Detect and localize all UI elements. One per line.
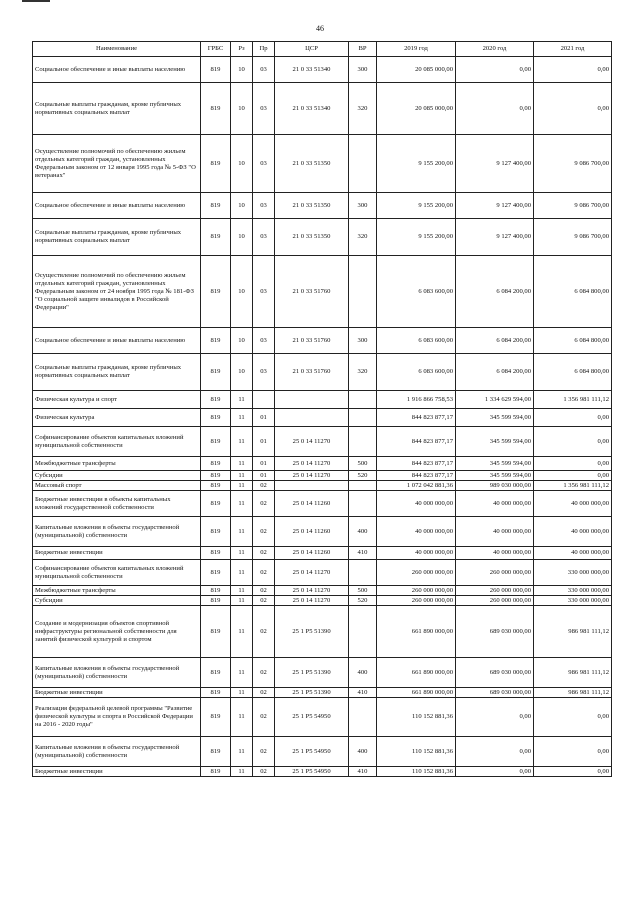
table-row — [33, 354, 612, 391]
cell-name: Реализация федеральной целевой программы "Развитие физической культуры и спорта в Российской Федерации на 2016 - 2020 годы" — [33, 698, 201, 737]
cell-y2019: 661 890 000,00 — [377, 606, 456, 658]
table-row — [33, 427, 612, 457]
cell-name: Массовый спорт — [33, 481, 201, 491]
cell-grbs: 819 — [201, 354, 231, 391]
cell-pr: 03 — [253, 256, 275, 328]
cell-grbs: 819 — [201, 409, 231, 427]
cell-y2020: 345 599 594,00 — [456, 409, 534, 427]
cell-csr: 21 0 33 51760 — [275, 256, 349, 328]
cell-y2021: 330 000 000,00 — [534, 586, 612, 596]
cell-y2021: 0,00 — [534, 57, 612, 83]
cell-y2019: 110 152 881,36 — [377, 698, 456, 737]
cell-grbs: 819 — [201, 547, 231, 560]
cell-pr: 03 — [253, 193, 275, 219]
cell-y2020: 989 030 000,00 — [456, 481, 534, 491]
cell-y2021: 330 000 000,00 — [534, 596, 612, 606]
cell-name: Капитальные вложения в объекты государственной (муниципальной) собственности — [33, 737, 201, 767]
cell-pr: 02 — [253, 737, 275, 767]
cell-y2019: 20 085 000,00 — [377, 83, 456, 135]
cell-y2019: 844 823 877,17 — [377, 457, 456, 471]
cell-vr — [349, 135, 377, 193]
cell-grbs: 819 — [201, 767, 231, 777]
cell-y2020: 689 030 000,00 — [456, 658, 534, 688]
table-row — [33, 328, 612, 354]
cell-csr: 25 0 14 11270 — [275, 586, 349, 596]
cell-y2020: 260 000 000,00 — [456, 586, 534, 596]
cell-name: Бюджетные инвестиции — [33, 767, 201, 777]
cell-y2021: 9 086 700,00 — [534, 135, 612, 193]
cell-name: Социальное обеспечение и иные выплаты населению — [33, 193, 201, 219]
cell-y2020: 6 084 200,00 — [456, 256, 534, 328]
cell-csr: 21 0 33 51340 — [275, 57, 349, 83]
cell-grbs: 819 — [201, 219, 231, 256]
cell-name: Осуществление полномочий по обеспечению жильем отдельных категорий граждан, установленных Федеральным законом от 24 ноября 1995 года № 181-ФЗ "О социальной защите инвалидов в Российской Федерации" — [33, 256, 201, 328]
cell-csr: 25 0 14 11270 — [275, 471, 349, 481]
cell-y2021: 0,00 — [534, 427, 612, 457]
cell-y2021: 40 000 000,00 — [534, 517, 612, 547]
table-row — [33, 193, 612, 219]
cell-pr: 03 — [253, 219, 275, 256]
cell-name: Капитальные вложения в объекты государственной (муниципальной) собственности — [33, 658, 201, 688]
col-header-rz: Рз — [231, 42, 253, 57]
cell-y2019: 844 823 877,17 — [377, 471, 456, 481]
cell-grbs: 819 — [201, 471, 231, 481]
cell-vr — [349, 391, 377, 409]
cell-y2020: 1 334 629 594,00 — [456, 391, 534, 409]
cell-vr — [349, 409, 377, 427]
cell-rz: 11 — [231, 767, 253, 777]
cell-y2020: 6 084 200,00 — [456, 354, 534, 391]
cell-name: Межбюджетные трансферты — [33, 586, 201, 596]
table-row — [33, 256, 612, 328]
cell-name: Социальные выплаты гражданам, кроме публичных нормативных социальных выплат — [33, 83, 201, 135]
cell-vr: 320 — [349, 354, 377, 391]
table-row — [33, 767, 612, 777]
cell-pr: 01 — [253, 457, 275, 471]
table-row — [33, 698, 612, 737]
cell-csr: 25 1 P5 51390 — [275, 606, 349, 658]
cell-y2021: 0,00 — [534, 767, 612, 777]
cell-y2021: 6 084 800,00 — [534, 256, 612, 328]
cell-y2021: 0,00 — [534, 409, 612, 427]
cell-rz: 11 — [231, 517, 253, 547]
cell-y2021: 6 084 800,00 — [534, 328, 612, 354]
cell-y2021: 9 086 700,00 — [534, 193, 612, 219]
table-row — [33, 596, 612, 606]
cell-vr: 500 — [349, 586, 377, 596]
cell-pr: 03 — [253, 328, 275, 354]
cell-vr — [349, 606, 377, 658]
cell-csr — [275, 409, 349, 427]
cell-y2020: 9 127 400,00 — [456, 193, 534, 219]
cell-rz: 10 — [231, 135, 253, 193]
cell-name: Бюджетные инвестиции — [33, 688, 201, 698]
cell-pr: 02 — [253, 481, 275, 491]
table-row — [33, 57, 612, 83]
cell-pr: 02 — [253, 698, 275, 737]
cell-y2021: 986 981 111,12 — [534, 606, 612, 658]
cell-y2021: 9 086 700,00 — [534, 219, 612, 256]
cell-grbs: 819 — [201, 135, 231, 193]
cell-y2019: 9 155 200,00 — [377, 193, 456, 219]
cell-name: Капитальные вложения в объекты государственной (муниципальной) собственности — [33, 517, 201, 547]
cell-y2019: 20 085 000,00 — [377, 57, 456, 83]
cell-y2021: 330 000 000,00 — [534, 560, 612, 586]
cell-csr: 25 0 14 11260 — [275, 517, 349, 547]
col-header-2019: 2019 год — [377, 42, 456, 57]
cell-grbs: 819 — [201, 586, 231, 596]
budget-table — [32, 41, 612, 777]
cell-csr: 25 1 P5 51390 — [275, 688, 349, 698]
cell-rz: 11 — [231, 698, 253, 737]
cell-csr: 25 0 14 11260 — [275, 491, 349, 517]
cell-y2019: 844 823 877,17 — [377, 409, 456, 427]
cell-y2020: 0,00 — [456, 83, 534, 135]
cell-vr — [349, 481, 377, 491]
col-header-2020: 2020 год — [456, 42, 534, 57]
col-header-name: Наименование — [33, 42, 201, 57]
cell-y2021: 1 356 981 111,12 — [534, 481, 612, 491]
cell-y2020: 345 599 594,00 — [456, 471, 534, 481]
corner-mark — [22, 0, 50, 2]
cell-y2020: 260 000 000,00 — [456, 596, 534, 606]
cell-y2021: 40 000 000,00 — [534, 491, 612, 517]
cell-pr: 03 — [253, 83, 275, 135]
cell-vr: 400 — [349, 658, 377, 688]
table-row — [33, 491, 612, 517]
table-row — [33, 409, 612, 427]
cell-rz: 11 — [231, 427, 253, 457]
cell-csr: 21 0 33 51350 — [275, 219, 349, 256]
cell-y2019: 6 083 600,00 — [377, 354, 456, 391]
cell-y2020: 689 030 000,00 — [456, 688, 534, 698]
cell-y2019: 1 072 042 881,36 — [377, 481, 456, 491]
cell-name: Осуществление полномочий по обеспечению жильем отдельных категорий граждан, установленных Федеральным законом от 12 января 1995 года № 5-ФЗ "О ветеранах" — [33, 135, 201, 193]
table-row — [33, 481, 612, 491]
cell-y2019: 260 000 000,00 — [377, 560, 456, 586]
cell-vr: 320 — [349, 219, 377, 256]
cell-y2020: 40 000 000,00 — [456, 547, 534, 560]
cell-csr — [275, 481, 349, 491]
cell-y2019: 9 155 200,00 — [377, 135, 456, 193]
cell-pr: 02 — [253, 517, 275, 547]
cell-pr: 02 — [253, 586, 275, 596]
cell-rz: 10 — [231, 328, 253, 354]
cell-name: Физическая культура и спорт — [33, 391, 201, 409]
cell-name: Субсидии — [33, 596, 201, 606]
cell-pr: 02 — [253, 688, 275, 698]
cell-csr: 21 0 33 51760 — [275, 354, 349, 391]
table-header-row — [33, 42, 612, 57]
cell-csr: 25 0 14 11260 — [275, 547, 349, 560]
cell-y2019: 40 000 000,00 — [377, 517, 456, 547]
cell-rz: 11 — [231, 457, 253, 471]
cell-pr: 03 — [253, 57, 275, 83]
cell-rz: 11 — [231, 409, 253, 427]
cell-name: Создание и модернизация объектов спортивной инфраструктуры региональной собственности для занятий физической культурой и спортом — [33, 606, 201, 658]
cell-pr: 02 — [253, 547, 275, 560]
cell-y2019: 844 823 877,17 — [377, 427, 456, 457]
cell-vr: 400 — [349, 737, 377, 767]
cell-vr: 520 — [349, 471, 377, 481]
cell-y2019: 9 155 200,00 — [377, 219, 456, 256]
cell-rz: 11 — [231, 596, 253, 606]
cell-y2020: 40 000 000,00 — [456, 491, 534, 517]
cell-y2019: 260 000 000,00 — [377, 596, 456, 606]
cell-name: Бюджетные инвестиции — [33, 547, 201, 560]
cell-grbs: 819 — [201, 688, 231, 698]
cell-grbs: 819 — [201, 83, 231, 135]
cell-grbs: 819 — [201, 737, 231, 767]
cell-y2020: 0,00 — [456, 698, 534, 737]
col-header-vr: ВР — [349, 42, 377, 57]
cell-rz: 11 — [231, 471, 253, 481]
cell-y2019: 40 000 000,00 — [377, 547, 456, 560]
cell-y2019: 6 083 600,00 — [377, 328, 456, 354]
cell-pr: 03 — [253, 135, 275, 193]
cell-grbs: 819 — [201, 491, 231, 517]
cell-vr — [349, 560, 377, 586]
cell-vr: 320 — [349, 83, 377, 135]
cell-vr — [349, 491, 377, 517]
cell-vr — [349, 427, 377, 457]
cell-pr: 01 — [253, 471, 275, 481]
cell-csr: 25 0 14 11270 — [275, 457, 349, 471]
cell-vr: 300 — [349, 193, 377, 219]
table-row — [33, 517, 612, 547]
cell-name: Межбюджетные трансферты — [33, 457, 201, 471]
col-header-grbs: ГРБС — [201, 42, 231, 57]
table-row — [33, 471, 612, 481]
cell-y2020: 345 599 594,00 — [456, 427, 534, 457]
cell-name: Физическая культура — [33, 409, 201, 427]
cell-csr: 25 1 P5 54950 — [275, 737, 349, 767]
cell-y2020: 689 030 000,00 — [456, 606, 534, 658]
cell-y2020: 9 127 400,00 — [456, 135, 534, 193]
col-header-pr: Пр — [253, 42, 275, 57]
cell-vr: 300 — [349, 57, 377, 83]
cell-rz: 10 — [231, 354, 253, 391]
cell-csr: 21 0 33 51760 — [275, 328, 349, 354]
table-row — [33, 737, 612, 767]
cell-csr: 25 0 14 11270 — [275, 596, 349, 606]
cell-y2021: 0,00 — [534, 83, 612, 135]
cell-y2021: 0,00 — [534, 698, 612, 737]
col-header-2021: 2021 год — [534, 42, 612, 57]
cell-csr: 25 1 P5 51390 — [275, 658, 349, 688]
cell-rz: 11 — [231, 586, 253, 596]
table-row — [33, 586, 612, 596]
cell-grbs: 819 — [201, 328, 231, 354]
cell-pr: 02 — [253, 658, 275, 688]
cell-y2021: 40 000 000,00 — [534, 547, 612, 560]
cell-y2019: 40 000 000,00 — [377, 491, 456, 517]
cell-rz: 11 — [231, 560, 253, 586]
cell-csr: 21 0 33 51350 — [275, 193, 349, 219]
cell-pr: 02 — [253, 491, 275, 517]
cell-csr: 21 0 33 51350 — [275, 135, 349, 193]
cell-y2020: 40 000 000,00 — [456, 517, 534, 547]
cell-pr: 02 — [253, 606, 275, 658]
table-row — [33, 658, 612, 688]
cell-name: Субсидии — [33, 471, 201, 481]
cell-y2020: 260 000 000,00 — [456, 560, 534, 586]
cell-y2019: 110 152 881,36 — [377, 737, 456, 767]
cell-y2020: 6 084 200,00 — [456, 328, 534, 354]
cell-vr: 300 — [349, 328, 377, 354]
cell-name: Софинансирование объектов капитальных вложений муниципальной собственности — [33, 427, 201, 457]
cell-y2019: 6 083 600,00 — [377, 256, 456, 328]
cell-rz: 11 — [231, 481, 253, 491]
cell-y2020: 9 127 400,00 — [456, 219, 534, 256]
cell-grbs: 819 — [201, 658, 231, 688]
cell-rz: 10 — [231, 193, 253, 219]
cell-y2021: 1 356 981 111,12 — [534, 391, 612, 409]
cell-pr: 01 — [253, 409, 275, 427]
cell-vr — [349, 256, 377, 328]
cell-name: Бюджетные инвестиции в объекты капитальных вложений государственной собственности — [33, 491, 201, 517]
cell-y2019: 110 152 881,36 — [377, 767, 456, 777]
table-row — [33, 457, 612, 471]
cell-pr: 02 — [253, 560, 275, 586]
cell-vr: 410 — [349, 688, 377, 698]
table-row — [33, 688, 612, 698]
cell-rz: 11 — [231, 547, 253, 560]
table-row — [33, 135, 612, 193]
cell-grbs: 819 — [201, 391, 231, 409]
cell-grbs: 819 — [201, 256, 231, 328]
cell-y2021: 6 084 800,00 — [534, 354, 612, 391]
cell-vr: 520 — [349, 596, 377, 606]
cell-grbs: 819 — [201, 193, 231, 219]
cell-y2021: 0,00 — [534, 737, 612, 767]
cell-grbs: 819 — [201, 698, 231, 737]
page-number: 46 — [316, 24, 324, 33]
cell-grbs: 819 — [201, 560, 231, 586]
cell-name: Софинансирование объектов капитальных вложений муниципальной собственности — [33, 560, 201, 586]
cell-csr: 25 1 P5 54950 — [275, 698, 349, 737]
cell-pr: 01 — [253, 427, 275, 457]
table-row — [33, 606, 612, 658]
cell-vr: 410 — [349, 767, 377, 777]
cell-rz: 11 — [231, 491, 253, 517]
cell-y2019: 661 890 000,00 — [377, 658, 456, 688]
cell-rz: 10 — [231, 83, 253, 135]
cell-rz: 11 — [231, 688, 253, 698]
cell-rz: 11 — [231, 606, 253, 658]
cell-rz: 11 — [231, 737, 253, 767]
cell-grbs: 819 — [201, 457, 231, 471]
cell-pr — [253, 391, 275, 409]
cell-y2020: 0,00 — [456, 767, 534, 777]
cell-name: Социальное обеспечение и иные выплаты населению — [33, 57, 201, 83]
cell-vr — [349, 698, 377, 737]
table-row — [33, 219, 612, 256]
cell-y2019: 1 916 866 758,53 — [377, 391, 456, 409]
cell-y2020: 0,00 — [456, 737, 534, 767]
cell-grbs: 819 — [201, 517, 231, 547]
cell-csr: 25 0 14 11270 — [275, 427, 349, 457]
cell-y2019: 661 890 000,00 — [377, 688, 456, 698]
cell-rz: 10 — [231, 219, 253, 256]
cell-csr — [275, 391, 349, 409]
cell-y2019: 260 000 000,00 — [377, 586, 456, 596]
cell-y2020: 345 599 594,00 — [456, 457, 534, 471]
cell-vr: 400 — [349, 517, 377, 547]
cell-pr: 03 — [253, 354, 275, 391]
cell-rz: 10 — [231, 256, 253, 328]
cell-name: Социальное обеспечение и иные выплаты населению — [33, 328, 201, 354]
cell-y2020: 0,00 — [456, 57, 534, 83]
cell-grbs: 819 — [201, 427, 231, 457]
table-row — [33, 547, 612, 560]
cell-csr: 25 0 14 11270 — [275, 560, 349, 586]
table-row — [33, 391, 612, 409]
cell-name: Социальные выплаты гражданам, кроме публичных нормативных социальных выплат — [33, 354, 201, 391]
cell-name: Социальные выплаты гражданам, кроме публичных нормативных социальных выплат — [33, 219, 201, 256]
cell-grbs: 819 — [201, 57, 231, 83]
cell-vr: 500 — [349, 457, 377, 471]
cell-pr: 02 — [253, 596, 275, 606]
cell-vr: 410 — [349, 547, 377, 560]
table-row — [33, 560, 612, 586]
cell-y2021: 986 981 111,12 — [534, 688, 612, 698]
cell-rz: 11 — [231, 391, 253, 409]
cell-rz: 11 — [231, 658, 253, 688]
cell-csr: 25 1 P5 54950 — [275, 767, 349, 777]
cell-grbs: 819 — [201, 596, 231, 606]
cell-rz: 10 — [231, 57, 253, 83]
cell-y2021: 986 981 111,12 — [534, 658, 612, 688]
cell-y2021: 0,00 — [534, 457, 612, 471]
col-header-csr: ЦСР — [275, 42, 349, 57]
cell-grbs: 819 — [201, 481, 231, 491]
cell-grbs: 819 — [201, 606, 231, 658]
cell-csr: 21 0 33 51340 — [275, 83, 349, 135]
cell-pr: 02 — [253, 767, 275, 777]
cell-y2021: 0,00 — [534, 471, 612, 481]
table-row — [33, 83, 612, 135]
